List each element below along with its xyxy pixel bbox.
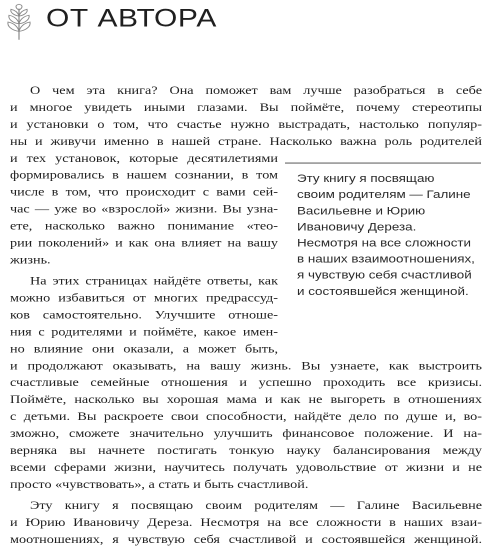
- chapter-header: [4, 2, 34, 43]
- pull-quote-line: и состоявшейся женщиной.: [297, 284, 469, 298]
- text-line: рии поколений» и как она влияет на вашу: [10, 236, 278, 250]
- text-line: формировались в нашем сознании, в том: [10, 168, 278, 183]
- pull-quote-line: своим родителям — Галине: [297, 188, 471, 201]
- text-line: час — уже во «взрослой» жизни. Вы узна-: [10, 202, 278, 216]
- text-line: числе в том, что происходит с вами сей-: [10, 185, 278, 200]
- text-line: всеми сферами жизни, научитесь получать удовольствие от жизни и не: [10, 460, 482, 475]
- text-line: и многое увидеть иными глазами. Вы поймёте, почему стереотипы: [10, 100, 482, 115]
- pull-quote-line: Ивановичу Дереза.: [297, 220, 417, 233]
- text-line: зможно, сможете значительно улучшить финансовое положение. И на-: [10, 426, 482, 441]
- text-line: и продолжают оказывать, на вашу жизнь. Вы узнаете, как выстроить: [10, 359, 482, 373]
- text-line: жизнь.: [10, 253, 51, 267]
- text-line: и тех установок, которые десятилетиями: [10, 151, 278, 166]
- pull-quote-line: Эту книгу я посвящаю: [297, 171, 435, 185]
- text-line: с детьми. Вы раскроете свои способности, найдёте дело по душе и, во-: [10, 409, 482, 424]
- text-line: можно избавиться от многих предрассуд-: [10, 291, 278, 305]
- text-line: На этих страницах найдёте ответы, как: [30, 274, 278, 288]
- text-line: верняка вы начнете постигать тонкую науку балансирования между: [10, 443, 482, 458]
- text-line: просто «чувствовать», а стать и быть счастливой.: [10, 477, 309, 492]
- text-line: счастливые семейные отношения и успешно проходить все кризисы.: [10, 376, 482, 390]
- text-line: ков самостоятельно. Улучшите отноше-: [10, 308, 278, 322]
- pull-quote-line: Васильевне и Юрию: [297, 204, 426, 217]
- text-line: и Юрию Ивановичу Дереза. Несмотря на все сложности в наших взаи-: [10, 515, 482, 530]
- pull-quote: [285, 163, 481, 298]
- pull-quote-line: я чувствую себя счастливой: [297, 268, 472, 282]
- chapter-title: ОТ АВТОРА: [46, 4, 217, 33]
- text-line: ния с родителями и поймёте, какое имен-: [10, 325, 278, 339]
- text-line: но влияние они оказали, а может быть,: [10, 342, 278, 356]
- text-line: Поймёте, насколько вы хорошая мама и как не выгореть в отношениях: [10, 393, 482, 407]
- text-line: О чем эта книга? Она поможет вам лучше разобраться в себе: [30, 83, 482, 98]
- pull-quote-line: в наших взаимоотношениях,: [297, 252, 475, 266]
- text-line: ете, насколько важно понимание «тео-: [10, 219, 278, 233]
- text-line: и установки о том, что счастье нужно выстрадать, настолько популяр-: [10, 117, 482, 132]
- text-line: моотношениях, я чувствую себя счастливой и состоявшейся женщиной.: [10, 532, 482, 547]
- text-line: Эту книгу я посвящаю своим родителям — Галине Васильевне: [30, 498, 482, 513]
- text-line: ны и живучи именно в нашей стране. Насколько важна роль родителей: [10, 134, 482, 149]
- leaf-branch-icon: [4, 3, 34, 40]
- pull-quote-line: Несмотря на все сложности: [297, 236, 472, 250]
